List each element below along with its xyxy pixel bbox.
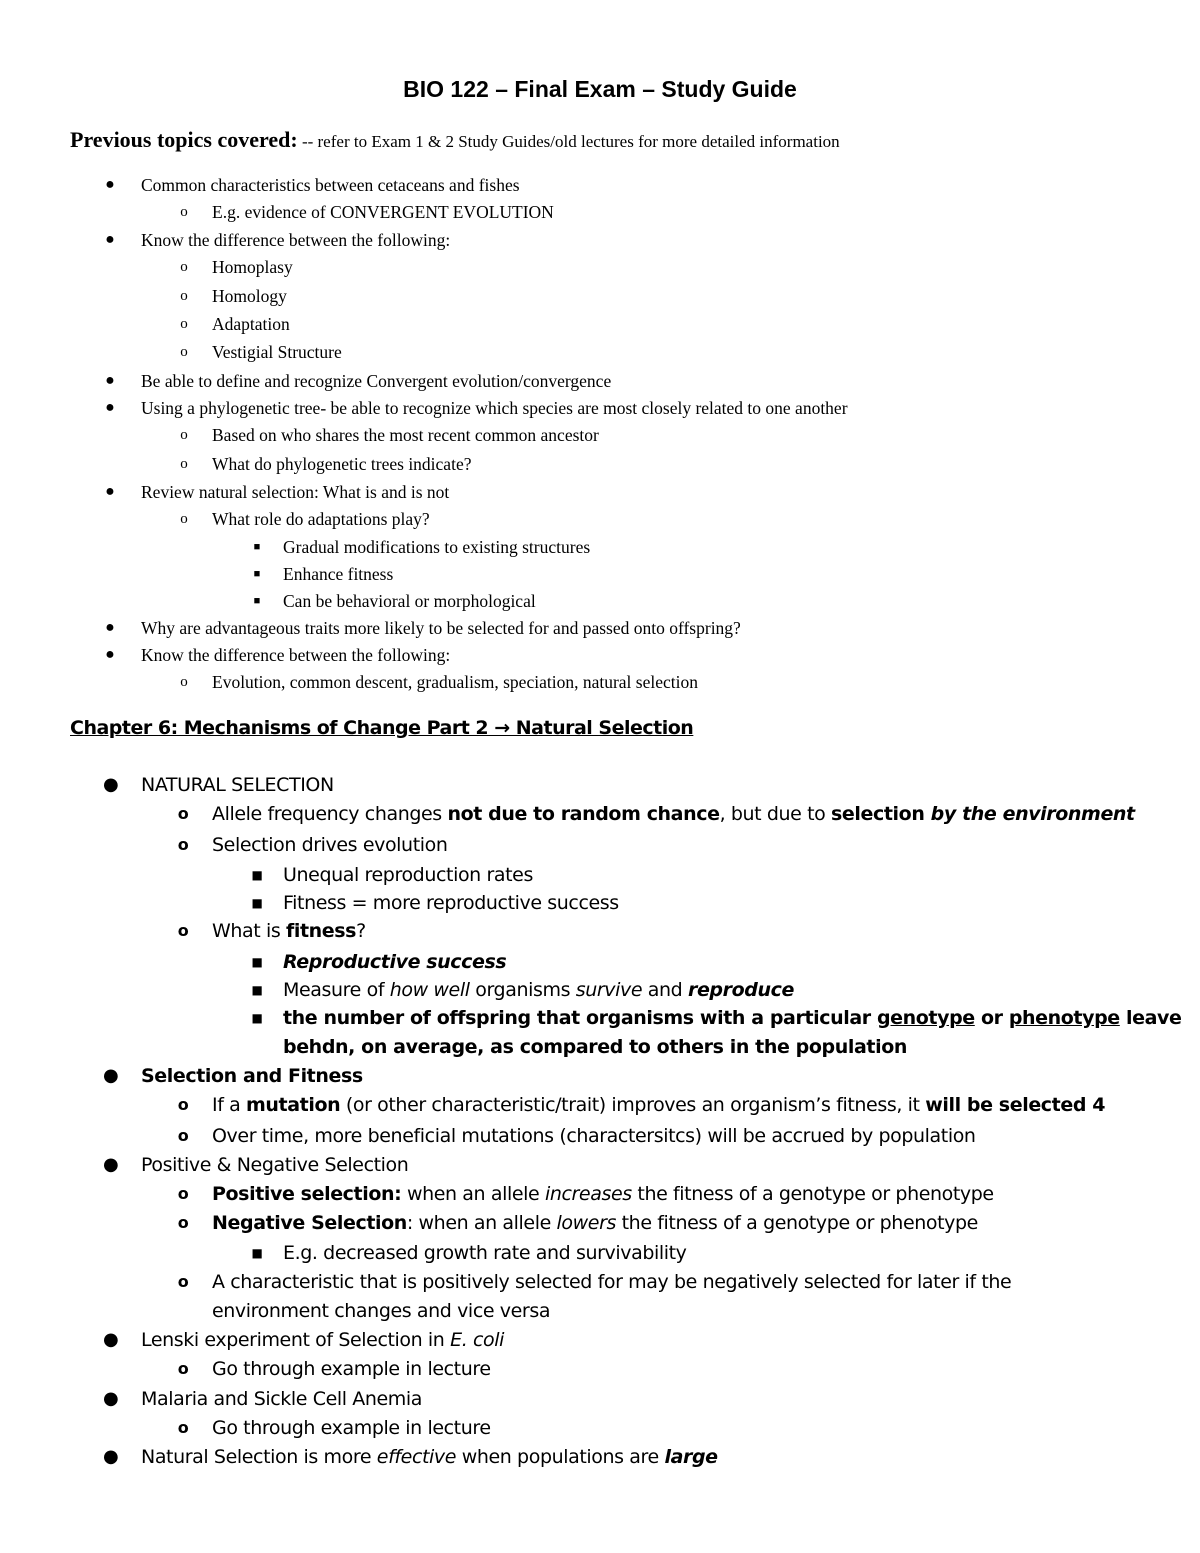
circle-bullet-icon: o <box>177 1418 189 1437</box>
circle-bullet-icon: o <box>177 835 189 854</box>
list-item: ● Why are advantageous traits more likely to be selected for and passed onto offspring? <box>141 617 741 639</box>
previous-topics-note: -- refer to Exam 1 & 2 Study Guides/old lectures for more detailed information <box>301 132 840 151</box>
circle-bullet-icon: o <box>180 344 188 360</box>
list-item: ● Lenski experiment of Selection in E. coli <box>103 1329 505 1351</box>
list-item: o Go through example in lecture <box>177 1358 491 1380</box>
circle-bullet-icon: o <box>177 1359 189 1378</box>
list-item: o Vestigial Structure <box>212 341 342 363</box>
circle-bullet-icon: o <box>180 674 188 690</box>
list-item: o Homoplasy <box>212 256 293 278</box>
list-item: o What do phylogenetic trees indicate? <box>212 453 471 475</box>
list-item: o Allele frequency changes not due to random chance, but due to selection by the environment <box>177 803 1135 825</box>
bullet-icon: ● <box>105 619 115 636</box>
list-item: o Over time, more beneficial mutations (charactersitcs) will be accrued by population <box>177 1125 976 1147</box>
circle-bullet-icon: o <box>177 921 189 940</box>
circle-bullet-icon: o <box>180 259 188 275</box>
bullet-icon: ● <box>103 1065 119 1086</box>
list-item: o What is fitness? <box>177 920 366 942</box>
circle-bullet-icon: o <box>180 288 188 304</box>
bullet-icon: ● <box>103 1329 119 1350</box>
previous-topics-header <box>70 126 840 156</box>
circle-bullet-icon: o <box>180 511 188 527</box>
square-bullet-icon: ■ <box>253 595 261 607</box>
chapter-heading: Chapter 6: Mechanisms of Change Part 2 → Natural Selection <box>70 717 694 739</box>
list-item: o Adaptation <box>212 313 290 335</box>
list-item: ● Review natural selection: What is and is not <box>141 481 449 503</box>
list-item: o Go through example in lecture <box>177 1417 491 1439</box>
square-bullet-icon: ■ <box>253 568 261 580</box>
list-item: o Negative Selection: when an allele lowers the fitness of a genotype or phenotype <box>177 1212 978 1234</box>
bullet-icon: ● <box>105 646 115 663</box>
list-item: ● Common characteristics between cetaceans and fishes <box>141 174 520 196</box>
bullet-icon: ● <box>105 231 115 248</box>
list-item: ■ Reproductive success <box>251 951 507 973</box>
circle-bullet-icon: o <box>180 427 188 443</box>
square-bullet-icon: ■ <box>253 541 261 553</box>
bullet-icon: ● <box>103 1388 119 1409</box>
document-title: BIO 122 – Final Exam – Study Guide <box>403 76 797 102</box>
list-item: ● Using a phylogenetic tree- be able to recognize which species are most closely related to one another <box>141 397 848 419</box>
circle-bullet-icon: o <box>180 456 188 472</box>
bullet-icon: ● <box>103 774 119 795</box>
square-bullet-icon: ■ <box>251 1246 263 1260</box>
list-item: ■ the number of offspring that organisms with a particular genotype or phenotype leave <box>251 1007 1182 1029</box>
list-item: o Positive selection: when an allele increases the fitness of a genotype or phenotype <box>177 1183 994 1205</box>
list-item: o Based on who shares the most recent common ancestor <box>212 424 599 446</box>
list-item: ● NATURAL SELECTION <box>103 774 334 796</box>
bullet-icon: ● <box>103 1446 119 1467</box>
list-item: o What role do adaptations play? <box>212 508 430 530</box>
list-item: ● Know the difference between the following: <box>141 644 450 666</box>
bullet-icon: ● <box>105 399 115 416</box>
bullet-icon: ● <box>105 483 115 500</box>
circle-bullet-icon: o <box>180 316 188 332</box>
list-item: ■ Fitness = more reproductive success <box>251 892 619 914</box>
list-item: ■ E.g. decreased growth rate and survivability <box>251 1242 687 1264</box>
bullet-icon: ● <box>105 372 115 389</box>
previous-topics-heading: Previous topics covered: <box>70 127 298 152</box>
circle-bullet-icon: o <box>177 1272 189 1291</box>
square-bullet-icon: ■ <box>251 896 263 910</box>
square-bullet-icon: ■ <box>251 983 263 997</box>
list-item: ■ Can be behavioral or morphological <box>283 590 536 612</box>
list-item: o If a mutation (or other characteristic/trait) improves an organism’s fitness, it will be selected 4 <box>177 1094 1106 1116</box>
list-item: o Evolution, common descent, gradualism, speciation, natural selection <box>212 671 698 693</box>
circle-bullet-icon: o <box>177 1213 189 1232</box>
list-item: ● Know the difference between the following: <box>141 229 450 251</box>
list-item: o E.g. evidence of CONVERGENT EVOLUTION <box>212 201 554 223</box>
list-item: ■ Gradual modifications to existing structures <box>283 536 590 558</box>
bullet-icon: ● <box>105 176 115 193</box>
list-item: ● Natural Selection is more effective when populations are large <box>103 1446 718 1468</box>
list-item: ■ Enhance fitness <box>283 563 393 585</box>
list-item: o A characteristic that is positively selected for may be negatively selected for later if the <box>177 1271 1012 1293</box>
list-item: ■ Measure of how well organisms survive and reproduce <box>251 979 794 1001</box>
list-item: ■ Unequal reproduction rates <box>251 864 533 886</box>
square-bullet-icon: ■ <box>251 868 263 882</box>
circle-bullet-icon: o <box>180 204 188 220</box>
bullet-icon: ● <box>103 1154 119 1175</box>
list-item: ● Positive & Negative Selection <box>103 1154 409 1176</box>
list-item-continuation: behdn, on average, as compared to others in the population <box>283 1036 907 1058</box>
list-item: o Homology <box>212 285 287 307</box>
circle-bullet-icon: o <box>177 804 189 823</box>
square-bullet-icon: ■ <box>251 1011 263 1025</box>
list-item: ● Malaria and Sickle Cell Anemia <box>103 1388 423 1410</box>
list-item: ● Be able to define and recognize Convergent evolution/convergence <box>141 370 611 392</box>
list-item: ● Selection and Fitness <box>103 1065 363 1087</box>
square-bullet-icon: ■ <box>251 955 263 969</box>
circle-bullet-icon: o <box>177 1184 189 1203</box>
circle-bullet-icon: o <box>177 1126 189 1145</box>
list-item-continuation: environment changes and vice versa <box>212 1300 551 1322</box>
list-item: o Selection drives evolution <box>177 834 448 856</box>
circle-bullet-icon: o <box>177 1095 189 1114</box>
